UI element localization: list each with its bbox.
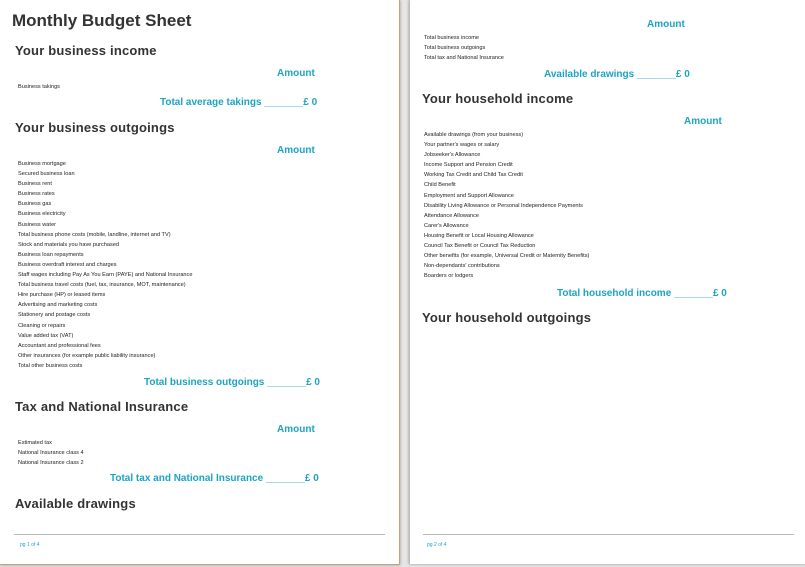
line-item: Business water: [18, 221, 56, 228]
line-item: Housing Benefit or Local Housing Allowance: [424, 232, 534, 239]
line-item: Carer's Allowance: [424, 222, 469, 229]
line-item: Value added tax (VAT): [18, 332, 74, 339]
business-income-heading: Your business income: [15, 43, 157, 58]
line-item: Business electricity: [18, 211, 66, 218]
line-item: Business takings: [18, 84, 60, 90]
total-average-takings: Total average takings _______£ 0: [160, 97, 318, 108]
line-item: Total business outgoings: [424, 45, 486, 52]
footer-divider: [14, 534, 385, 535]
total-tax-ni: Total tax and National Insurance _______£ 0: [110, 473, 319, 484]
line-item: Stationery and postage costs: [18, 312, 91, 319]
line-item: Working Tax Credit and Child Tax Credit: [424, 172, 523, 179]
line-item: Boarders or lodgers: [424, 273, 474, 280]
line-item: Hire purchase (HP) or leased items: [18, 292, 106, 299]
tax-ni-amount-header: Amount: [277, 424, 315, 435]
household-income-amount-header: Amount: [684, 116, 722, 127]
line-item: Cleaning or repairs: [18, 322, 66, 329]
line-item: Child Benefit: [424, 182, 456, 189]
line-item: Business mortgage: [18, 161, 66, 167]
line-item: Business loan repayments: [18, 251, 84, 258]
business-outgoings-heading: Your business outgoings: [15, 120, 175, 135]
document-page-1: [0, 0, 400, 565]
line-item: Business rates: [18, 191, 55, 198]
line-item: Disability Living Allowance or Personal Independence Payments: [424, 202, 583, 209]
line-item: Business overdraft interest and charges: [18, 261, 117, 268]
line-item: Total business phone costs (mobile, landline, internet and TV): [18, 231, 171, 238]
line-item: Total other business costs: [18, 362, 83, 369]
footer-divider: [423, 534, 794, 535]
business-income-amount-header: Amount: [277, 68, 315, 79]
line-item: Estimated tax: [18, 440, 52, 446]
line-item: National Insurance class 2: [18, 460, 84, 467]
available-drawings-heading: Available drawings: [15, 496, 136, 511]
line-item: Business rent: [18, 181, 52, 188]
line-item: Staff wages including Pay As You Earn (PAYE) and National Insurance: [18, 272, 193, 279]
line-item: Total business income: [424, 35, 480, 41]
line-item: Your partner's wages or salary: [424, 142, 500, 149]
total-business-outgoings: Total business outgoings _______£ 0: [144, 377, 320, 388]
business-outgoings-list: [18, 159, 192, 371]
line-item: Other insurances (for example public liability insurance): [18, 352, 156, 359]
line-item: Council Tax Benefit or Council Tax Reduction: [424, 243, 536, 250]
document-page-2: [409, 0, 805, 564]
tax-ni-list: [18, 438, 84, 468]
household-income-heading: Your household income: [422, 91, 574, 106]
line-item: Attendance Allowance: [424, 212, 480, 219]
business-outgoings-amount-header: Amount: [277, 145, 315, 156]
line-item: Jobseeker's Allowance: [424, 152, 481, 159]
household-income-list: [424, 130, 589, 281]
available-drawings-total: Available drawings _______£ 0: [544, 69, 690, 80]
line-item: Advertising and marketing costs: [18, 302, 98, 309]
line-item: National Insurance class 4: [18, 450, 84, 457]
line-item: Total business travel costs (fuel, tax, insurance, MOT, maintenance): [18, 282, 186, 289]
business-income-list: [18, 82, 60, 92]
line-item: Non-dependants' contributions: [424, 263, 500, 270]
page-number: pg 2 of 4: [427, 542, 447, 548]
page-number: pg 1 of 4: [20, 542, 40, 548]
drawings-amount-header: Amount: [647, 19, 685, 30]
line-item: Available drawings (from your business): [424, 132, 524, 138]
page-title: Monthly Budget Sheet: [12, 11, 192, 30]
drawings-list: [424, 33, 504, 63]
household-outgoings-heading: Your household outgoings: [422, 310, 592, 325]
line-item: Employment and Support Allowance: [424, 192, 514, 199]
line-item: Other benefits (for example, Universal Credit or Maternity Benefits): [424, 253, 590, 260]
line-item: Secured business loan: [18, 171, 75, 178]
line-item: Stock and materials you have purchased: [18, 241, 120, 248]
line-item: Income Support and Pension Credit: [424, 162, 513, 169]
tax-ni-heading: Tax and National Insurance: [15, 399, 189, 414]
line-item: Total tax and National Insurance: [424, 55, 504, 62]
total-household-income: Total household income _______£ 0: [557, 288, 727, 299]
line-item: Business gas: [18, 201, 52, 208]
line-item: Accountant and professional fees: [18, 342, 101, 349]
